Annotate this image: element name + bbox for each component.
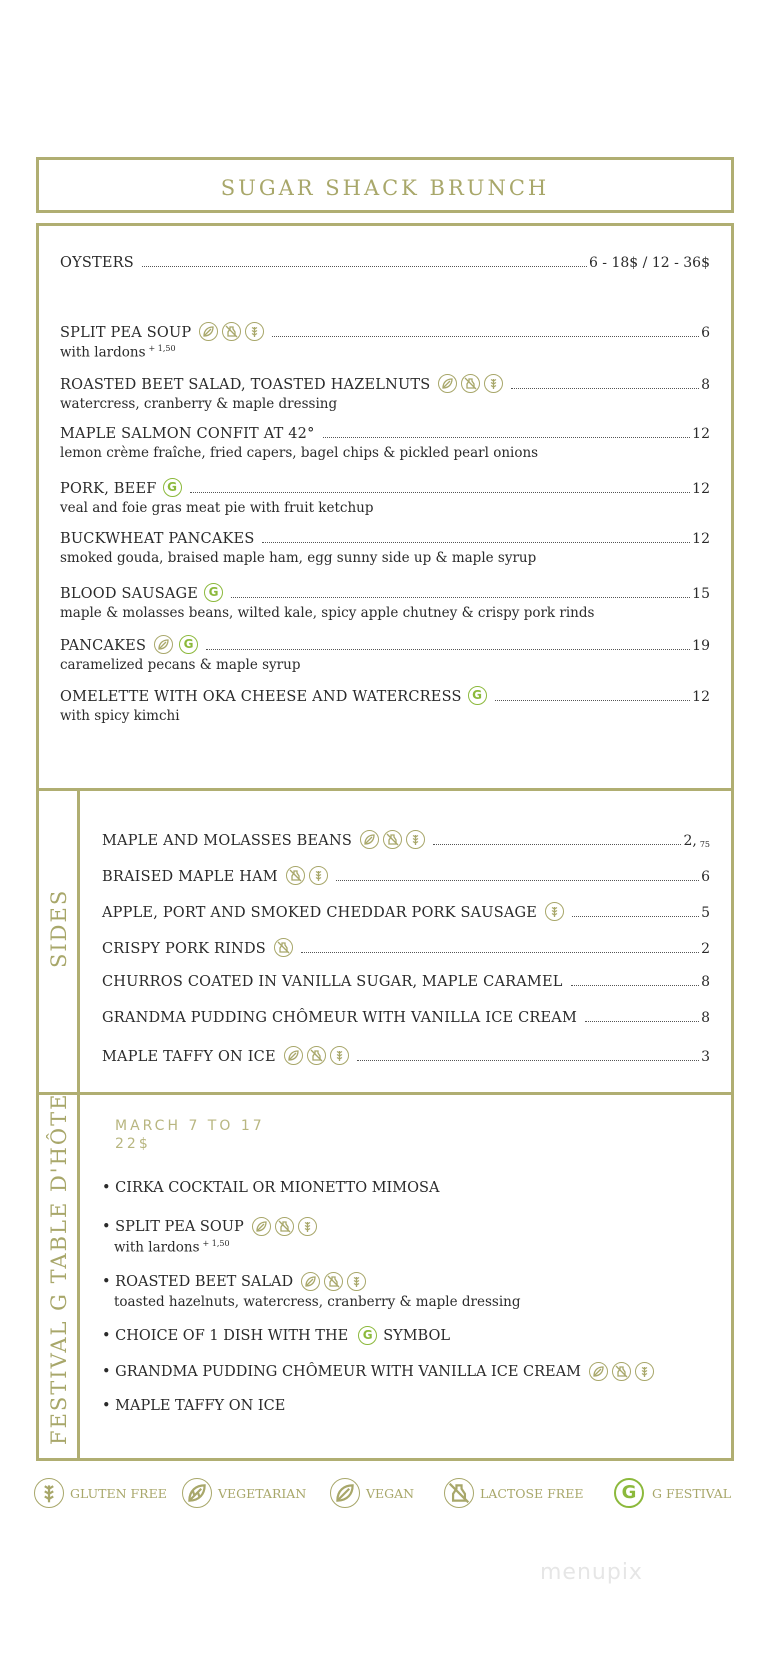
side-item: [102, 974, 710, 990]
item-price: 12: [692, 689, 710, 705]
festival-course-name: • CIRKA COCKTAIL OR MIONETTO MIMOSA: [102, 1180, 440, 1196]
menu-item-row: [60, 374, 710, 393]
side-item-row: [102, 974, 710, 990]
festival-course-description-text: toasted hazelnuts, watercress, cranberry & maple dressing: [114, 1294, 521, 1310]
festival-course-row: [102, 1272, 520, 1291]
festival-course-description: [114, 1239, 317, 1256]
menu-item-row: [60, 531, 710, 547]
dot-leader: [585, 1020, 699, 1022]
item-description: [60, 344, 710, 361]
festival-course: [102, 1272, 520, 1310]
vegetarian-icon: [182, 1478, 212, 1508]
item-price: 12: [692, 481, 710, 497]
side-item: [102, 1046, 710, 1065]
dot-leader: [511, 387, 699, 389]
side-item-row: [102, 938, 710, 957]
item-price: 15: [692, 586, 710, 602]
side-item-row: [102, 1046, 710, 1065]
item-description: [60, 550, 710, 566]
festival-course-name: • SPLIT PEA SOUP: [102, 1218, 244, 1235]
gluten-free-icon: [309, 866, 328, 885]
vegan-icon: [330, 1478, 360, 1508]
dot-leader: [206, 648, 690, 650]
vegan-icon: [154, 635, 173, 654]
item-price: 6 - 18$ / 12 - 36$: [588, 255, 710, 271]
menu-item-row: [60, 478, 710, 497]
festival-course-row: [102, 1217, 317, 1236]
side-item-row: [102, 830, 710, 849]
title-box: [36, 157, 734, 213]
side-name: MAPLE TAFFY ON ICE: [102, 1049, 276, 1065]
vegan-icon: [252, 1217, 271, 1236]
festival-course-name: • GRANDMA PUDDING CHÔMEUR WITH VANILLA ICE CREAM: [102, 1363, 581, 1380]
gluten-free-icon: [245, 322, 264, 341]
lactose-free-icon: [444, 1478, 474, 1508]
divider-sides-festival: [36, 1092, 734, 1095]
sides-label: SIDES: [47, 888, 71, 968]
dot-leader: [262, 541, 690, 543]
item-description-text: caramelized pecans & maple syrup: [60, 657, 301, 673]
festival-course-suffix: SYMBOL: [383, 1327, 450, 1344]
side-name: BRAISED MAPLE HAM: [102, 869, 278, 885]
item-price: 6: [701, 325, 710, 341]
lactose-free-icon: [275, 1217, 294, 1236]
gluten-free-icon: [545, 902, 564, 921]
menu-item: [60, 322, 710, 361]
menu-item: [60, 255, 710, 271]
festival-course-name: • CHOICE OF 1 DISH WITH THE: [102, 1327, 349, 1344]
item-description: [60, 445, 710, 461]
lactose-free-icon: [222, 322, 241, 341]
item-description-text: smoked gouda, braised maple ham, egg sunny side up & maple syrup: [60, 550, 537, 566]
side-item: [102, 866, 710, 885]
festival-course-name: • ROASTED BEET SALAD: [102, 1273, 294, 1290]
festival-course-row: [102, 1326, 450, 1345]
lactose-free-icon: [307, 1046, 326, 1065]
side-name: APPLE, PORT AND SMOKED CHEDDAR PORK SAUSAGE: [102, 905, 538, 921]
side-item: [102, 902, 710, 921]
side-price: 6: [701, 869, 710, 885]
divider-main-sides: [36, 788, 734, 791]
legend-item: [444, 1478, 583, 1508]
dietary-icons: [545, 902, 564, 921]
vegan-icon: [284, 1046, 303, 1065]
festival-course: [102, 1217, 317, 1256]
menu-item: [60, 478, 710, 516]
side-price: 5: [701, 905, 710, 921]
dietary-icons: [438, 374, 503, 393]
dietary-icons: [301, 1272, 366, 1291]
menu-item-row: [60, 426, 710, 442]
legend: [34, 1478, 734, 1514]
sides-label-rule: [77, 788, 80, 1095]
lactose-free-icon: [612, 1362, 631, 1381]
dietary-icons: [360, 830, 425, 849]
dietary-icons: [199, 322, 264, 341]
menu-item: [60, 531, 710, 566]
festival-course-description-text: with lardons: [114, 1239, 200, 1256]
side-price: 2,: [683, 833, 697, 849]
g-festival-icon: G: [358, 1326, 377, 1345]
festival-course-surcharge: + 1,50: [202, 1239, 230, 1248]
side-price-cents: 75: [699, 840, 710, 849]
dot-leader: [433, 843, 681, 845]
gluten-free-icon: [484, 374, 503, 393]
item-description-text: with lardons: [60, 344, 146, 361]
item-description: [60, 708, 710, 724]
dot-leader: [301, 951, 699, 953]
festival-course-row: [102, 1362, 654, 1381]
vegan-icon: [438, 374, 457, 393]
menu-item: [60, 374, 710, 412]
side-item: [102, 1010, 710, 1026]
legend-item: [34, 1478, 167, 1508]
festival-course-description: [114, 1294, 520, 1310]
legend-label: G FESTIVAL: [652, 1485, 732, 1501]
item-price: 19: [692, 638, 710, 654]
dot-leader: [495, 699, 691, 701]
side-item-row: [102, 866, 710, 885]
festival-label-rule: [77, 1092, 80, 1461]
side-name: CRISPY PORK RINDS: [102, 941, 266, 957]
menu-item-row: [60, 635, 710, 654]
item-description: [60, 657, 710, 673]
g-festival-icon: G: [614, 1478, 644, 1508]
dot-leader: [231, 596, 690, 598]
menu-title: SUGAR SHACK BRUNCH: [220, 176, 550, 200]
watermark: menupix: [540, 1560, 643, 1585]
side-price: 2: [701, 941, 710, 957]
vegan-icon: [199, 322, 218, 341]
vegan-icon: [589, 1362, 608, 1381]
legend-item: [330, 1478, 414, 1508]
menu-item: [60, 686, 710, 724]
side-price: 8: [701, 974, 710, 990]
side-name: MAPLE AND MOLASSES BEANS: [102, 833, 352, 849]
item-description-text: lemon crème fraîche, fried capers, bagel chips & pickled pearl onions: [60, 445, 539, 461]
item-name: BUCKWHEAT PANCAKES: [60, 531, 255, 547]
item-description: [60, 500, 710, 516]
item-name: BLOOD SAUSAGE: [60, 586, 199, 602]
gluten-free-icon: [406, 830, 425, 849]
item-name: PANCAKES: [60, 638, 147, 654]
gluten-free-icon: [330, 1046, 349, 1065]
dietary-icons: [284, 1046, 349, 1065]
lactose-free-icon: [274, 938, 293, 957]
dot-leader: [323, 436, 691, 438]
g-festival-icon: G: [468, 686, 487, 705]
vegan-icon: [360, 830, 379, 849]
item-description-text: maple & molasses beans, wilted kale, spicy apple chutney & crispy pork rinds: [60, 605, 595, 621]
menu-item-row: [60, 255, 710, 271]
dot-leader: [571, 984, 700, 986]
dot-leader: [190, 491, 691, 493]
menu-item: [60, 426, 710, 461]
item-name: MAPLE SALMON CONFIT AT 42°: [60, 426, 315, 442]
item-name: ROASTED BEET SALAD, TOASTED HAZELNUTS: [60, 377, 431, 393]
side-item-row: [102, 902, 710, 921]
menu-item: [60, 635, 710, 673]
vegan-icon: [301, 1272, 320, 1291]
item-price: 12: [692, 531, 710, 547]
item-surcharge: + 1,50: [148, 344, 176, 353]
festival-course-row: [102, 1180, 439, 1196]
dot-leader: [357, 1059, 699, 1061]
festival-course: [102, 1326, 450, 1345]
gluten-free-icon: [298, 1217, 317, 1236]
festival-course-row: [102, 1398, 285, 1414]
dot-leader: [272, 335, 699, 337]
legend-label: LACTOSE FREE: [480, 1485, 584, 1501]
side-item-row: [102, 1010, 710, 1026]
item-description-text: with spicy kimchi: [60, 708, 180, 724]
side-item: [102, 830, 710, 849]
lactose-free-icon: [383, 830, 402, 849]
side-price: 3: [701, 1049, 710, 1065]
dot-leader: [336, 879, 699, 881]
dietary-icons: [286, 866, 328, 885]
item-name: OYSTERS: [60, 255, 134, 271]
dietary-icons: [589, 1362, 654, 1381]
dietary-icons: [274, 938, 293, 957]
legend-item: [614, 1478, 731, 1508]
menu-item-row: [60, 686, 710, 705]
item-name: SPLIT PEA SOUP: [60, 325, 192, 341]
festival-label: FESTIVAL G TABLE D'HÔTE: [47, 1092, 71, 1445]
gluten-free-icon: [635, 1362, 654, 1381]
item-name: OMELETTE WITH OKA CHEESE AND WATERCRESS: [60, 689, 462, 705]
item-price: 8: [701, 377, 710, 393]
festival-dates: MARCH 7 TO 17: [115, 1118, 265, 1134]
side-item: [102, 938, 710, 957]
menu-item: [60, 583, 710, 621]
g-festival-icon: G: [163, 478, 182, 497]
item-description: [60, 396, 710, 412]
side-name: CHURROS COATED IN VANILLA SUGAR, MAPLE CARAMEL: [102, 974, 563, 990]
menu-item-row: [60, 322, 710, 341]
lactose-free-icon: [324, 1272, 343, 1291]
festival-course: [102, 1180, 439, 1196]
legend-item: [182, 1478, 306, 1508]
item-description-text: veal and foie gras meat pie with fruit ketchup: [60, 500, 374, 516]
gluten-free-icon: [34, 1478, 64, 1508]
legend-label: VEGETARIAN: [218, 1485, 307, 1501]
festival-course-name: • MAPLE TAFFY ON ICE: [102, 1398, 286, 1414]
lactose-free-icon: [461, 374, 480, 393]
festival-course: [102, 1362, 654, 1381]
dietary-icons: [154, 635, 173, 654]
legend-label: VEGAN: [366, 1485, 415, 1501]
dot-leader: [572, 915, 699, 917]
item-description: [60, 605, 710, 621]
dot-leader: [142, 265, 587, 267]
menu-item-row: [60, 583, 710, 602]
item-price: 12: [692, 426, 710, 442]
legend-label: GLUTEN FREE: [70, 1485, 167, 1501]
item-description-text: watercress, cranberry & maple dressing: [60, 396, 338, 412]
festival-course: [102, 1398, 285, 1414]
side-name: GRANDMA PUDDING CHÔMEUR WITH VANILLA ICE CREAM: [102, 1010, 577, 1026]
festival-price: 22$: [115, 1136, 151, 1152]
side-price: 8: [701, 1010, 710, 1026]
lactose-free-icon: [286, 866, 305, 885]
g-festival-icon: G: [179, 635, 198, 654]
gluten-free-icon: [347, 1272, 366, 1291]
g-festival-icon: G: [204, 583, 223, 602]
dietary-icons: [252, 1217, 317, 1236]
item-name: PORK, BEEF: [60, 481, 157, 497]
